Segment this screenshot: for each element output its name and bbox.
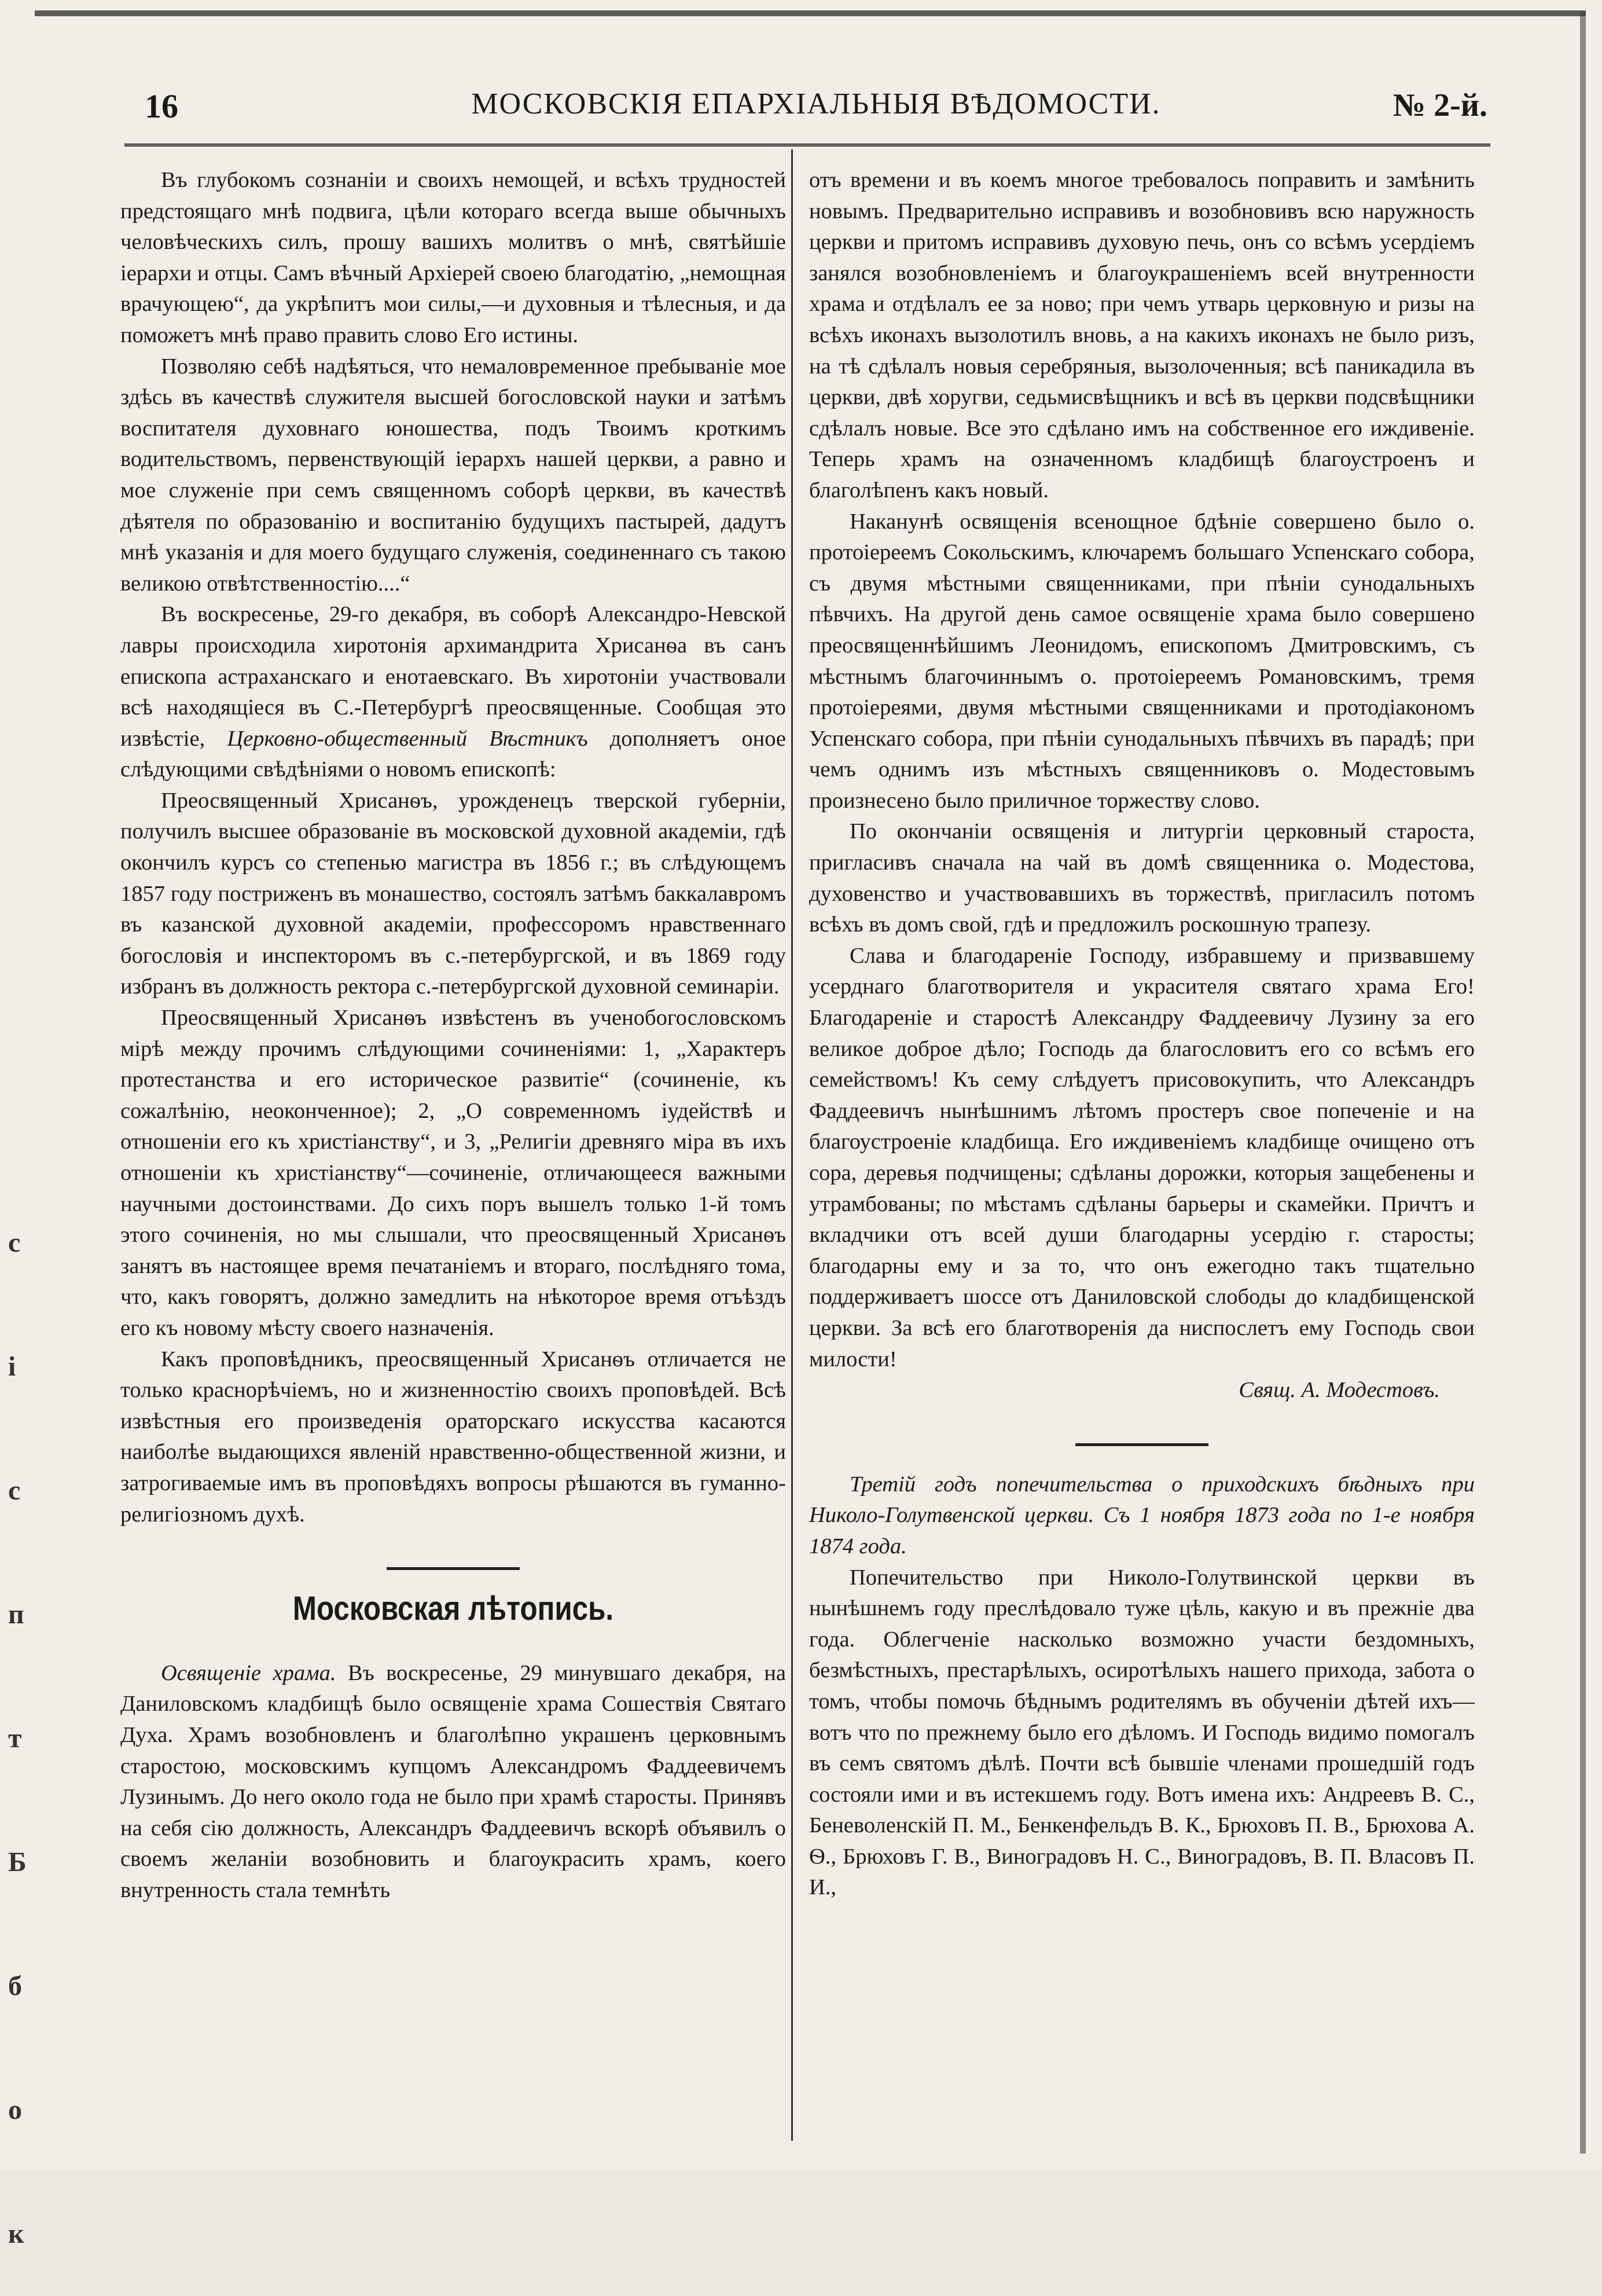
paragraph-text: Въ воскресенье, 29 минувшаго декабря, на Даниловскомъ кладбищѣ было освященіе храма Сошествія Святаго Духа. Храмъ возобновленъ и благолѣпно украшенъ церковнымъ старостою, московскимъ купцомъ Александромъ Фаддеевичемъ Лузинымъ. До него около года не было при храмѣ старосты. Принявъ на себя сію должность, Александръ Фаддеевичъ вскорѣ объявилъ о своемъ желаніи возобновить и благоукрасить храмъ, коего внутренность стала темнѣть [120, 1660, 786, 1902]
margin-letter: т [8, 1723, 22, 1754]
paragraph: Позволяю себѣ надѣяться, что немаловременное пребываніе мое здѣсь въ качествѣ служителя высшей богословской науки и затѣмъ воспитателя духовнаго юношества, подъ Твоимъ кроткимъ водительствомъ, первенствующій іерархъ нашей церкви, а равно и мое служеніе при семъ священномъ соборѣ церкви, въ качествѣ дѣятеля по образованію и воспитанію будущихъ пастырей, дадутъ мнѣ указанія и для моего будущаго служенія, соединеннаго съ такою великою отвѣтственностію....“ [120, 354, 786, 596]
margin-letter: о [8, 2095, 22, 2125]
paragraph: Преосвященный Хрисанѳъ извѣстенъ въ ученобогословскомъ мірѣ между прочимъ слѣдующими сочиненіями: 1, „Характеръ протестанства и его историческое развитіе“ (сочиненіе, къ сожалѣнію, неоконченное); 2, „О современномъ іудействѣ и отношеніи его къ христіанству“, и 3, „Религіи древняго міра въ ихъ отношеніи къ христіанству“—сочиненіе, отличающееся важными научными достоинствами. До сихъ поръ вышелъ только 1-й томъ этого сочиненія, но мы слышали, что преосвященный Хрисанѳъ занятъ въ настоящее время печатаніемъ и втораго, послѣдняго тома, что, какъ говорятъ, должно замедлить на нѣкоторое время отъѣздъ его къ новому мѣсту своего назначенія. [120, 1006, 786, 1340]
issue-number: № 2-й. [1392, 87, 1487, 123]
running-title: МОСКОВСКІЯ ЕПАРХІАЛЬНЫЯ ВѢДОМОСТИ. [471, 87, 1161, 120]
paragraph-text: дополняетъ оное слѣдующими свѣдѣніями о новомъ епископѣ: [120, 726, 787, 782]
paragraph: отъ времени и въ коемъ многое требовалось поправить и замѣнить новымъ. Предварительно исправивъ и возобновивъ всю наружность церкви и притомъ исправивъ духовую печь, онъ со всѣмъ усердіемъ занялся возобновленіемъ и благоукрашеніемъ всей внутренности храма и отдѣлалъ ее за ново; при чемъ утварь церковную и ризы на всѣхъ иконахъ вызолотилъ вновь, а на какихъ иконахъ не было ризъ, на тѣ сдѣлалъ новыя серебряныя, вызолоченныя; всѣ паникадила въ церкви, двѣ хоругви, седьмисвѣщникъ и всѣ въ церкви подсвѣщники сдѣлалъ новые. Все это сдѣлано имъ на собственное его иждивеніе. Теперь храмъ на означенномъ кладбищѣ благоустроенъ и благолѣпенъ какъ новый. [809, 168, 1475, 503]
margin-letter: с [8, 1227, 21, 1258]
page-header [145, 87, 1487, 133]
right-column [809, 165, 1475, 1903]
paragraph: Слава и благодареніе Господу, избравшему и призвавшему усерднаго благотворителя и украсителя святаго храма Его! Благодареніе и старостѣ Александру Фаддеевичу Лузину за его великое доброе дѣло; Господь да благословитъ его со всѣмъ его семействомъ! Къ сему слѣдуетъ присовокупить, что Александръ Фаддеевичъ нынѣшнимъ лѣтомъ простеръ свое попеченіе и на благоустроеніе кладбища. Его иждивеніемъ кладбище очищено отъ сора, деревья подчищены; сдѣланы дорожки, которыя защебенены и утрамбованы; по мѣстамъ сдѣланы барьеры и скамейки. Причтъ и вкладчики отъ всей души благодарны усердію г. старосты; благодарны ему и за то, что онъ ежегодно такъ тщательно поддерживаетъ шоссе отъ Даниловской слободы до кладбищенской церкви. За всѣ его благотворенія да ниспослетъ ему Господь свои милости! [809, 943, 1475, 1371]
report-title: Третій годъ попечительства о приходскихъ бѣдныхъ при Николо-Голутвенской церкви. Съ 1 ноября 1873 года по 1-е ноября 1874 года. [809, 1472, 1475, 1558]
margin-fragments [8, 1181, 31, 2296]
paragraph: Наканунѣ освященія всенощное бдѣніе совершено было о. протоіереемъ Сокольскимъ, ключаремъ большаго Успенскаго собора, съ двумя мѣстными священниками, при пѣніи сунодальныхъ пѣвчихъ. На другой день самое освященіе храма было совершено преосвященнѣйшимъ Леонидомъ, епископомъ Дмитровскимъ, съ мѣстнымъ благочиннымъ о. протоіереемъ Романовскимъ, тремя протоіереями, двумя мѣстными священниками и протодіакономъ Успенскаго собора, при пѣніи сунодальныхъ пѣвчихъ въ парадѣ; при чемъ однимъ изъ мѣстныхъ священниковъ о. Модестовымъ произнесено было приличное торжеству слово. [809, 509, 1475, 813]
page-number: 16 [145, 87, 178, 125]
paragraph: Въ глубокомъ сознаніи и своихъ немощей, и всѣхъ трудностей предстоящаго мнѣ подвига, цѣли котораго всегда выше обычныхъ человѣческихъ силъ, прошу вашихъ молитвъ о мнѣ, святѣйшіе іерархи и отцы. Самъ вѣчный Архіерей своею благодатію, „немощная врачующею“, да укрѣпитъ мои силы,—и духовныя и тѣлесныя, и да поможетъ мнѣ право править слово Его истины. [120, 168, 786, 347]
paragraph: Попечительство при Николо-Голутвинской церкви въ нынѣшнемъ году преслѣдовало туже цѣль, какую и въ прежніе два года. Облегченіе насколько возможно участи бездомныхъ, безмѣстныхъ, престарѣлыхъ, осиротѣлыхъ нашего прихода, забота о томъ, чтобы помочь бѣднымъ родителямъ въ обученіи дѣтей ихъ—вотъ что по прежнему было его дѣломъ. И Господь видимо помогалъ въ семъ святомъ дѣлѣ. Почти всѣ бывшіе членами прошедшій годъ состояли ими и въ истекшемъ году. Вотъ имена ихъ: Андреевъ В. С., Беневоленскій П. М., Бенкенфельдъ В. К., Брюховъ П. В., Брюхова А. Ѳ., Брюховъ Г. В., Виноградовъ Н. С., Виноградовъ, В. П. Власовъ П. И., [809, 1565, 1475, 1900]
paragraph: Преосвященный Хрисанѳъ, урожденецъ тверской губерніи, получилъ высшее образованіе въ московской духовной академіи, гдѣ окончилъ курсъ со степенью магистра въ 1856 г.; въ слѣдующемъ 1857 году постриженъ въ монашество, состоялъ затѣмъ баккалавромъ въ казанской духовной академіи, профессоромъ нравственнаго богословія и инспекторомъ въ с.-петербургской, и въ 1869 году избранъ въ должность ректора с.-петербургской духовной семинаріи. [120, 788, 786, 999]
scan-edge-top [35, 10, 1586, 16]
margin-letter: к [8, 2218, 24, 2249]
column-divider [791, 149, 793, 2141]
header-rule [124, 144, 1490, 146]
section-separator [387, 1567, 520, 1570]
signature: Свящ. А. Модестовъ. [1239, 1378, 1440, 1403]
margin-letter: і [8, 1351, 16, 1382]
margin-letter: п [8, 1599, 24, 1630]
paragraph: Какъ проповѣдникъ, преосвященный Хрисанѳъ отличается не только краснорѣчіемъ, но и жизненностію своихъ проповѣдей. Всѣ извѣстныя его произведенія ораторскаго искусства касаются наиболѣе выдающихся явленій нравственно-общественной жизни, и затрогиваемые имъ въ проповѣдяхъ вопросы рѣшаются въ гуманно-религіозномъ духѣ. [120, 1347, 786, 1527]
margin-letter: с [8, 1475, 21, 1506]
section-separator [1075, 1443, 1208, 1446]
source-title: Церковно-общественный Вѣстникъ [227, 726, 588, 751]
section-heading: Московская лѣтопись. [292, 1590, 614, 1628]
paragraph-text: Въ воскресенье, 29-го декабря, въ соборѣ Александро-Невской лавры происходила хиротонія архимандрита Хрисанѳа въ санъ епископа астраханскаго и енотаевскаго. Въ хиротоніи участвовали всѣ находящіеся въ С.-Петербургѣ преосвященные. Сообщая это извѣстіе, [120, 602, 786, 751]
scan-edge-right [1580, 12, 1586, 2154]
left-column [120, 165, 786, 1906]
article-title: Освященіе храма. [161, 1660, 336, 1685]
margin-letter: Б [8, 1847, 27, 1877]
paragraph: По окончаніи освященія и литургіи церковный староста, пригласивъ сначала на чай въ домѣ священника о. Модестова, духовенство и участвовавшихъ въ торжествѣ, пригласилъ потомъ всѣхъ въ домъ свой, гдѣ и предложилъ роскошную трапезу. [809, 819, 1475, 937]
paragraph [120, 599, 786, 786]
paragraph [120, 1658, 786, 1906]
margin-letter: б [8, 1971, 22, 2001]
